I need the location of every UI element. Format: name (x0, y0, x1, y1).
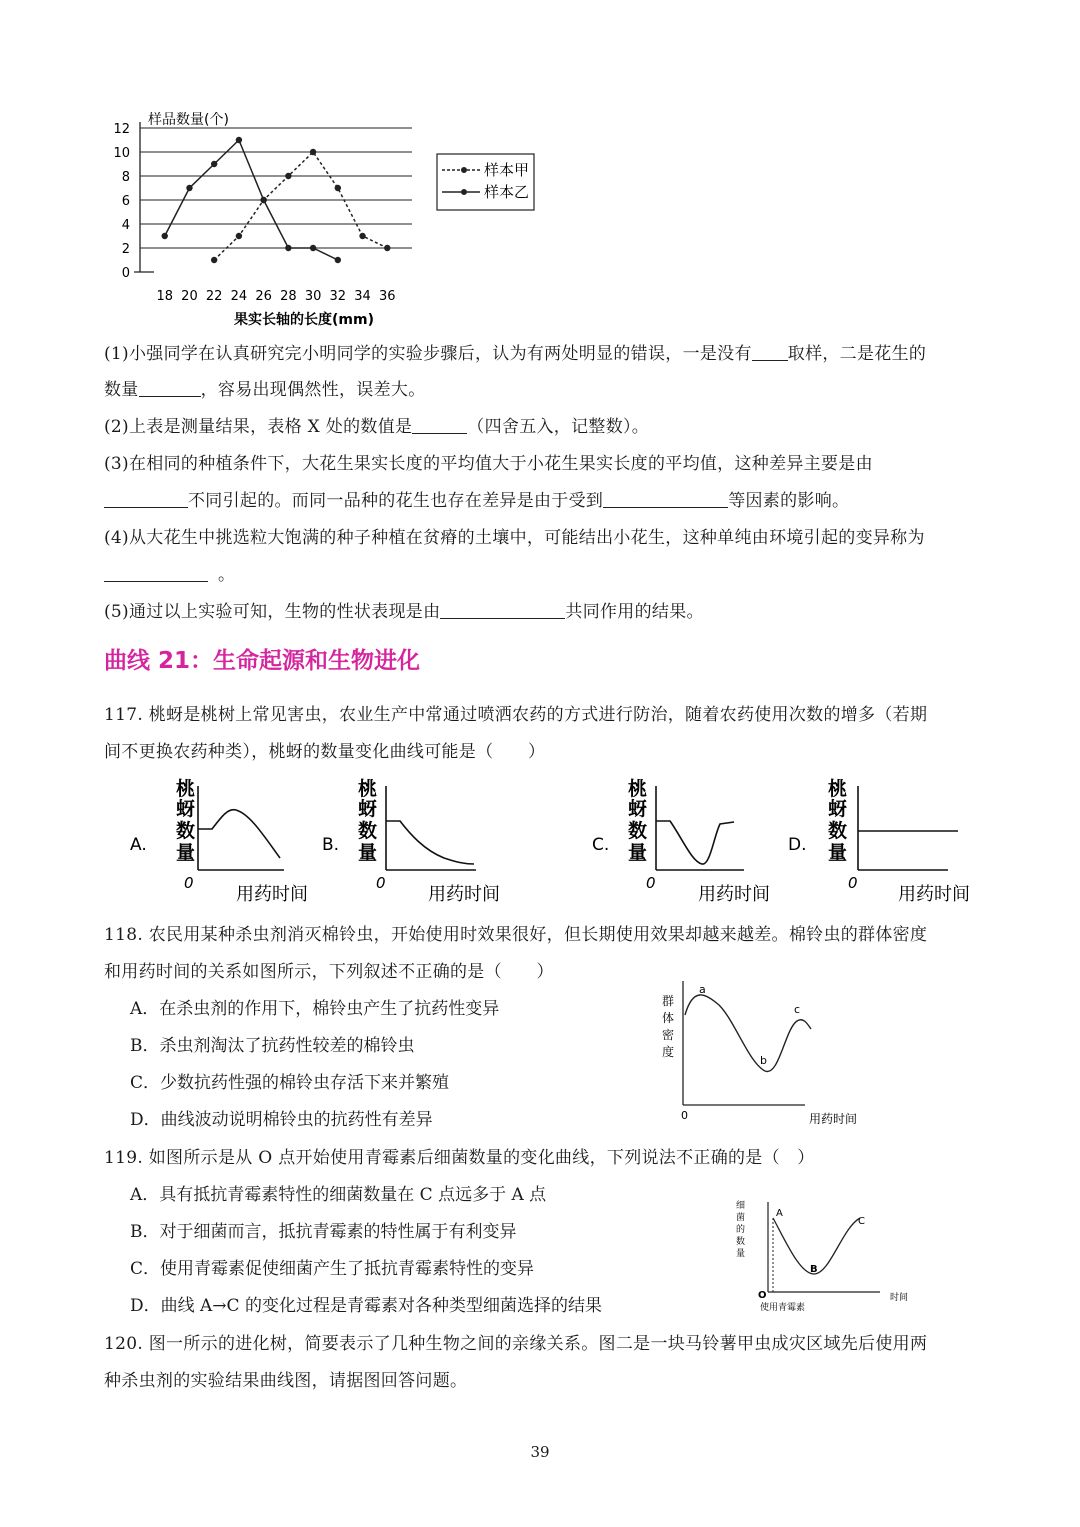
x-tick-26: 26 (255, 289, 272, 304)
q119-option-a[interactable]: A．具有抵抗青霉素特性的细菌数量在 C 点远多于 A 点 (130, 1185, 547, 1205)
q117-d-ylabel-2: 蚜 (828, 798, 848, 820)
q116-p1b: 取样，二是花生的 (787, 344, 927, 364)
q120-line1: 120. 图一所示的进化树，简要表示了几种生物之间的亲缘关系。图二是一块马铃薯甲虫成灾区域先后使用两 (104, 1334, 928, 1354)
q117-option-graphs (104, 776, 1004, 906)
legend-marker-yi (461, 189, 467, 195)
y-tick-4: 4 (121, 218, 130, 233)
q117-graph-a (176, 777, 308, 905)
q117-d-ylabel-1: 桃 (828, 778, 848, 800)
q116-p2a: (2)上表是测量结果，表格 X 处的数值是 (104, 417, 413, 437)
series-point-yi-26 (260, 197, 266, 203)
q116-part4-line2 (104, 563, 235, 587)
series-point-jia-32 (335, 185, 341, 191)
q116-p3c: 等因素的影响。 (728, 491, 850, 511)
q118-line1: 118. 农民用某种杀虫剂消灭棉铃虫，开始使用时效果很好，但长期使用效果却越来越差。棉铃虫的群体密度 (104, 925, 928, 945)
series-point-jia-28 (285, 173, 291, 179)
q117-a-origin: 0 (184, 874, 194, 892)
chart-grid (134, 122, 412, 272)
legend-label-jia: 样本甲 (484, 161, 530, 179)
q117-b-ylabel-4: 量 (358, 842, 378, 864)
answer-blank[interactable] (412, 415, 467, 434)
y-tick-2: 2 (121, 242, 130, 257)
answer-blank[interactable] (752, 342, 788, 361)
q117-a-ylabel-2: 蚜 (176, 798, 196, 820)
q118-ylabel-1: 群 (662, 994, 675, 1008)
series-line-jia (214, 152, 387, 260)
q116-p2b: （四舍五入，记整数）。 (467, 417, 650, 437)
legend-label-yi: 样本乙 (484, 183, 530, 201)
q117-graph-d (828, 777, 970, 905)
q119-ylabel-1: 细 (736, 1201, 746, 1211)
series-point-yi-24 (236, 137, 242, 143)
q119-option-c[interactable]: C．使用青霉素促使细菌产生了抵抗青霉素特性的变异 (130, 1259, 535, 1279)
q117-option-a-label: A. (130, 835, 147, 855)
series-point-yi-28 (285, 245, 291, 251)
y-tick-0: 0 (121, 266, 130, 281)
series-point-jia-24 (236, 233, 242, 239)
q118-option-d[interactable]: D．曲线波动说明棉铃虫的抗药性有差异 (130, 1110, 433, 1130)
series-point-yi-18 (162, 233, 168, 239)
q118-xlabel: 用药时间 (809, 1112, 858, 1126)
q117-a-xlabel: 用药时间 (236, 884, 308, 905)
x-tick-20: 20 (181, 289, 198, 304)
q116-part1-line1 (104, 342, 926, 366)
chart-y-ticks (113, 122, 130, 281)
q118-point-b: b (760, 1054, 767, 1067)
q117-line1: 117. 桃蚜是桃树上常见害虫，农业生产中常通过喷洒农药的方式进行防治，随着农药使用次数的增多（若期 (104, 705, 928, 725)
q117-line2: 间不更换农药种类），桃蚜的数量变化曲线可能是（ ） (104, 742, 546, 762)
q119-xlabel: 时间 (890, 1293, 909, 1303)
q120-line2: 种杀虫剂的实验结果曲线图，请据图回答问题。 (104, 1371, 468, 1391)
q119-bacteria-graph (730, 1196, 920, 1316)
series-point-jia-22 (211, 257, 217, 263)
q117-d-origin: 0 (848, 874, 858, 892)
x-tick-32: 32 (329, 289, 347, 304)
x-tick-28: 28 (280, 289, 297, 304)
q117-option-c-label: C. (592, 835, 610, 855)
sample-length-chart (104, 104, 554, 330)
answer-blank[interactable] (104, 563, 208, 582)
q118-option-a[interactable]: A．在杀虫剂的作用下，棉铃虫产生了抗药性变异 (130, 999, 500, 1019)
q118-point-a: a (699, 983, 706, 996)
y-tick-10: 10 (113, 146, 130, 161)
q119-option-d[interactable]: D．曲线 A→C 的变化过程是青霉素对各种类型细菌选择的结果 (130, 1296, 602, 1316)
x-tick-24: 24 (230, 289, 248, 304)
q118-line2: 和用药时间的关系如图所示，下列叙述不正确的是（ ） (104, 962, 554, 982)
x-tick-34: 34 (354, 289, 371, 304)
q119-ylabel-2: 菌 (736, 1213, 746, 1223)
legend-marker-jia (461, 167, 467, 173)
q117-a-ylabel-4: 量 (176, 842, 196, 864)
y-tick-8: 8 (121, 170, 130, 185)
q117-d-xlabel: 用药时间 (898, 884, 970, 905)
q119-origin: O (758, 1290, 767, 1301)
q119-option-b[interactable]: B．对于细菌而言，抵抗青霉素的特性属于有利变异 (130, 1222, 517, 1242)
answer-blank[interactable] (440, 600, 565, 619)
q118-ylabel-3: 密 (662, 1028, 675, 1042)
q117-a-ylabel-1: 桃 (176, 778, 196, 800)
q116-part3-line1 (104, 452, 873, 476)
answer-blank[interactable] (104, 489, 188, 508)
q116-p5a: (5)通过以上实验可知，生物的性状表现是由 (104, 602, 441, 622)
q119-ylabel-3: 的 (736, 1225, 746, 1235)
chart-ylabel: 样品数量(个) (148, 112, 229, 128)
q117-c-origin: 0 (646, 874, 656, 892)
q119-point-c: C (858, 1216, 865, 1227)
answer-blank[interactable] (603, 489, 728, 508)
q117-c-ylabel-4: 量 (628, 842, 648, 864)
q117-b-origin: 0 (376, 874, 386, 892)
q116-part3-line2 (104, 489, 849, 513)
series-point-yi-32 (335, 257, 341, 263)
q116-p1c: 数量 (104, 380, 139, 400)
series-point-jia-30 (310, 149, 316, 155)
x-tick-36: 36 (378, 289, 396, 304)
q118-curve (685, 995, 811, 1072)
q117-a-ylabel-3: 数 (176, 820, 196, 842)
q116-p4a: (4)从大花生中挑选粒大饱满的种子种植在贫瘠的土壤中，可能结出小花生，这种单纯由环境引起的变异称为 (104, 528, 925, 548)
q118-option-b[interactable]: B．杀虫剂淘汰了抗药性较差的棉铃虫 (130, 1036, 415, 1056)
q117-graph-b (358, 777, 500, 905)
q117-a-curve (198, 810, 280, 858)
q117-b-curve (386, 821, 474, 864)
series-point-yi-30 (310, 245, 316, 251)
q117-b-ylabel-3: 数 (358, 820, 378, 842)
q117-c-ylabel-1: 桃 (628, 778, 648, 800)
q119-ylabel-4: 数 (736, 1237, 746, 1247)
q117-b-ylabel-1: 桃 (358, 778, 378, 800)
q118-option-c[interactable]: C．少数抗药性强的棉铃虫存活下来并繁殖 (130, 1073, 450, 1093)
q119-point-a: A (776, 1208, 783, 1219)
section-heading: 曲线 21：生命起源和生物进化 (104, 648, 421, 674)
chart-x-ticks (156, 289, 395, 304)
q117-option-d-label: D. (788, 835, 807, 855)
q116-p3a: (3)在相同的种植条件下，大花生果实长度的平均值大于小花生果实长度的平均值，这种差异主要是由 (104, 454, 873, 474)
q117-c-xlabel: 用药时间 (698, 884, 770, 905)
q118-ylabel-4: 度 (662, 1045, 675, 1059)
q116-p3b: 不同引起的。而同一品种的花生也存在差异是由于受到 (188, 491, 604, 511)
series-point-yi-22 (211, 161, 217, 167)
q117-b-ylabel-2: 蚜 (358, 798, 378, 820)
q116-part4-line1 (104, 526, 925, 550)
q117-c-ylabel-3: 数 (628, 820, 648, 842)
q116-part5 (104, 600, 704, 624)
q117-option-b-label: B. (322, 835, 340, 855)
q118-point-c: c (794, 1003, 801, 1016)
q119-line1: 119. 如图所示是从 O 点开始使用青霉素后细菌数量的变化曲线，下列说法不正确的是（ ） (104, 1148, 815, 1168)
series-point-yi-20 (186, 185, 192, 191)
y-tick-12: 12 (113, 122, 130, 137)
q116-p4b: 。 (218, 565, 236, 585)
q117-c-curve (656, 821, 734, 864)
q119-point-b: B (810, 1264, 818, 1275)
q116-p1d: ，容易出现偶然性，误差大。 (200, 380, 426, 400)
q117-d-ylabel-3: 数 (828, 820, 848, 842)
x-tick-22: 22 (205, 289, 223, 304)
q118-ylabel-2: 体 (662, 1011, 675, 1025)
q116-part1-line2 (104, 378, 426, 402)
q118-density-graph (655, 975, 870, 1130)
series-point-jia-36 (384, 245, 390, 251)
chart-xlabel: 果实长轴的长度(mm) (234, 312, 374, 328)
q116-p1a: (1)小强同学在认真研究完小明同学的实验步骤后，认为有两处明显的错误，一是没有 (104, 344, 752, 364)
q117-c-ylabel-2: 蚜 (628, 798, 648, 820)
x-tick-18: 18 (156, 289, 174, 304)
q119-ylabel-5: 量 (736, 1249, 746, 1259)
series-point-jia-34 (359, 233, 365, 239)
answer-blank[interactable] (139, 378, 201, 397)
q117-graph-c (628, 777, 770, 905)
q118-origin: 0 (681, 1109, 688, 1122)
q117-b-xlabel: 用药时间 (428, 884, 500, 905)
q117-d-ylabel-4: 量 (828, 842, 848, 864)
q116-part2 (104, 415, 649, 439)
page-number: 39 (530, 1443, 550, 1461)
x-tick-30: 30 (304, 289, 322, 304)
q116-p5b: 共同作用的结果。 (565, 602, 704, 622)
y-tick-6: 6 (121, 194, 130, 209)
q119-start-label: 使用青霉素 (760, 1303, 806, 1313)
